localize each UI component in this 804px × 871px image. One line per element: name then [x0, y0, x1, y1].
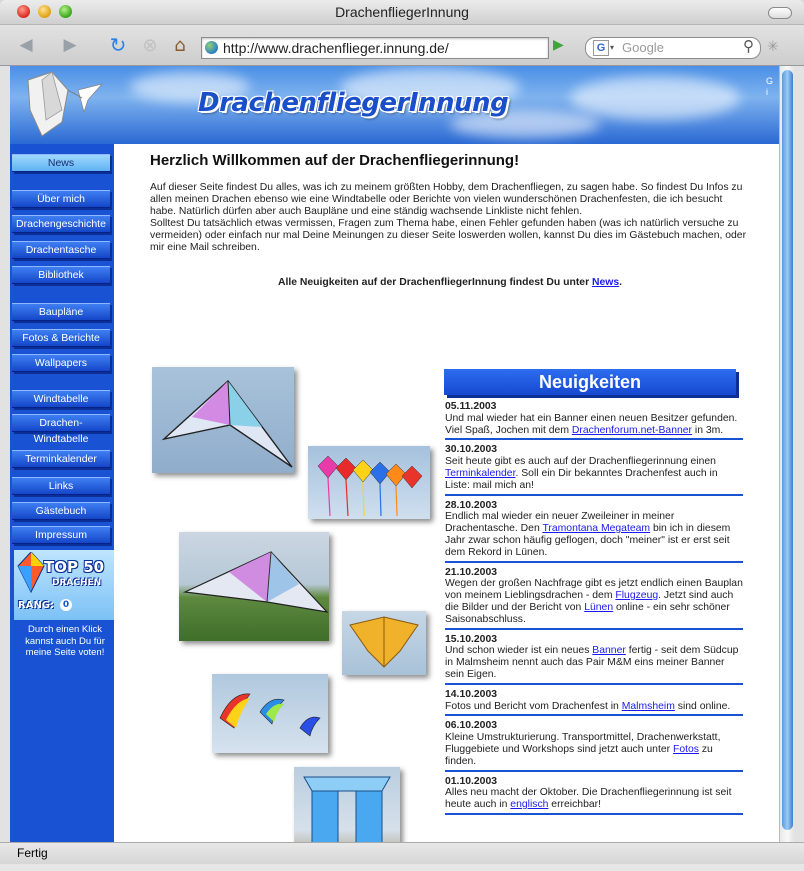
url-text: http://www.drachenflieger.innung.de/: [223, 40, 449, 56]
nav-bibliothek[interactable]: Bibliothek: [12, 266, 110, 284]
nav-drachengeschichte[interactable]: Drachengeschichte: [12, 215, 110, 233]
news-date: 21.10.2003: [445, 566, 498, 578]
photo-yellow-delta-kite[interactable]: [342, 611, 426, 675]
news-item: [445, 567, 743, 630]
news-list: [445, 401, 743, 819]
news-text: Und schon wieder ist ein neues: [445, 645, 593, 657]
window-title: DrachenfliegerInnung: [335, 4, 469, 20]
stop-icon: ⊗: [142, 34, 158, 56]
news-item: [445, 634, 743, 685]
news-text: . Jetzt sind auch die Bilder und der Bericht von: [445, 590, 734, 613]
vote-text: Durch einen Klick kannst auch Du für meine Seite voten!: [25, 624, 105, 658]
news-text: Fotos und Bericht vom Drachenfest in: [445, 700, 622, 712]
banner-kite-icon: [16, 552, 46, 598]
header-corner-text: [766, 76, 773, 98]
loading-spinner-icon: ✳: [767, 39, 779, 55]
news-date: 14.10.2003: [445, 688, 498, 700]
news-link[interactable]: Malmsheim: [621, 700, 675, 712]
status-bar: [0, 842, 804, 864]
news-text: Und mal wieder hat ein Banner einen neuen Besitzer gefunden. Viel Spaß, Jochen mit dem: [445, 412, 738, 436]
nav-bauplaene[interactable]: Baupläne: [12, 303, 110, 321]
news-link[interactable]: Lünen: [584, 601, 614, 613]
nav-gaestebuch[interactable]: Gästebuch: [12, 502, 110, 520]
news-item: [445, 444, 743, 495]
news-text: . Soll ein Dir bekanntes Drachenfest auch in Liste: mail mich an!: [445, 467, 718, 491]
home-button[interactable]: [168, 34, 192, 56]
top50-vote-banner[interactable]: [14, 550, 114, 620]
news-date: 05.11.2003: [445, 401, 497, 412]
news-link[interactable]: Terminkalender: [445, 467, 516, 479]
address-bar[interactable]: [201, 37, 549, 59]
news-text: bin ich in diesem Jahr zwar schon häufig geflogen, doch "meiner" ist er erst seit dem Rekord in Lünen.: [445, 523, 731, 558]
news-text: erreichbar!: [548, 799, 601, 811]
title-bar: [0, 0, 804, 25]
news-link[interactable]: Flugzeug: [615, 590, 659, 602]
site-logo-text[interactable]: DrachenfliegerInnung: [198, 88, 509, 118]
search-engine-dropdown-icon[interactable]: ▾: [610, 43, 615, 52]
search-engine-icon[interactable]: G: [593, 40, 609, 56]
photo-kite-field[interactable]: [179, 532, 329, 641]
photo-foil-kites[interactable]: [212, 674, 328, 753]
photo-stunt-kite-sky[interactable]: [152, 367, 294, 473]
news-date: 15.10.2003: [445, 633, 498, 645]
search-placeholder: Google: [622, 40, 664, 55]
news-item: [445, 401, 743, 440]
site-globe-icon: [205, 41, 218, 54]
stop-button[interactable]: [138, 34, 162, 56]
window-right-edge: [794, 66, 804, 842]
news-date: 06.10.2003: [445, 720, 498, 732]
back-button[interactable]: [14, 34, 38, 56]
news-hint-text: Alle Neuigkeiten auf der DrachenfliegerInnung findest Du unter: [277, 277, 593, 288]
nav-drachen-windtabelle[interactable]: Drachen-Windtabelle: [12, 414, 110, 432]
reload-button[interactable]: [106, 34, 130, 56]
main-content: [114, 144, 779, 842]
nav-wallpapers[interactable]: Wallpapers: [12, 354, 110, 372]
news-text: Alles neu macht der Oktober. Die Drachenfliegerinnung ist seit heute auch in: [445, 787, 732, 811]
reload-icon: ↻: [109, 33, 127, 57]
page-viewport: [10, 66, 779, 842]
top50-title: TOP 50: [44, 558, 105, 576]
nav-impressum[interactable]: Impressum: [12, 526, 110, 544]
page-title: Herzlich Willkommen auf der Drachenfliegerinnung!: [150, 152, 520, 169]
news-text: sind online.: [674, 700, 731, 712]
forward-button[interactable]: [58, 34, 82, 56]
nav-links[interactable]: Links: [12, 477, 110, 495]
news-text: fertig - seit dem Südcup in Malmsheim nennt auch das Pair M&M eins meiner Banner sein Eigen.: [445, 645, 739, 680]
nav-terminkalender[interactable]: Terminkalender: [12, 450, 110, 468]
news-text: Seit heute gibt es auch auf der Drachenfliegerinnung einen: [445, 456, 716, 468]
intro-text: [150, 182, 750, 255]
nav-windtabelle[interactable]: Windtabelle: [12, 390, 110, 408]
intro-paragraph-1: Auf dieser Seite findest Du alles, was ich zu meinem größten Hobby, dem Drachenfliegen, zu sagen habe. So findest Du Infos zu allen meinen Drachen ebenso wie eine Windtabelle oder Berichte von vielen wunderschönen Drachenfesten, die ich besucht habe. Natürlich dürfen aber auch Baupläne und eine ständig wachsende Linkliste nicht fehlen.: [150, 182, 743, 218]
news-hint-suffix: .: [619, 277, 623, 288]
back-arrow-icon: ◀: [19, 35, 33, 55]
news-link[interactable]: englisch: [510, 799, 549, 811]
news-date: 28.10.2003: [445, 499, 498, 511]
nav-news[interactable]: News: [12, 154, 110, 172]
news-link[interactable]: Fotos: [672, 743, 699, 755]
home-icon: ⌂: [174, 34, 186, 56]
header-corner-line-1: G: [766, 76, 774, 86]
photo-colored-kite-train[interactable]: [308, 446, 430, 519]
photo-cellular-kite[interactable]: [294, 767, 400, 842]
scrollbar-thumb[interactable]: [782, 70, 793, 830]
news-link[interactable]: Drachenforum.net-Banner: [571, 424, 693, 436]
nav-ueber-mich[interactable]: Über mich: [12, 190, 110, 208]
news-link[interactable]: Banner: [592, 645, 626, 657]
navigation-toolbar: [0, 25, 804, 66]
news-hint-link[interactable]: News: [592, 277, 620, 288]
news-text: in 3m.: [692, 424, 724, 436]
news-heading: Neuigkeiten: [444, 369, 736, 395]
top50-rank-label: RANG:: [18, 600, 55, 611]
header-cloud: [570, 76, 740, 120]
top50-rank-value: 0: [60, 599, 72, 611]
magnifier-icon[interactable]: ⚲: [743, 38, 754, 55]
news-text: zu finden.: [445, 743, 713, 767]
intro-paragraph-2: Solltest Du tatsächlich etwas vermissen, Fragen zum Thema habe, einen Fehler gefunden haben (was ich natürlich versuche zu vermeiden) oder einfach nur mal Deine Meinungen zu dieser Seite loswerden wollen, kannst Du dies im Gästebuch machen, oder mir eine Mail schreiben.: [150, 218, 747, 254]
news-item: [445, 689, 743, 717]
news-item: [445, 776, 743, 815]
window-left-edge: [0, 66, 10, 842]
news-date: 30.10.2003: [445, 444, 498, 456]
site-header: [10, 66, 779, 144]
news-date: 01.10.2003: [445, 775, 498, 787]
vertical-scrollbar[interactable]: [779, 66, 795, 842]
nav-fotos-berichte[interactable]: Fotos & Berichte: [12, 329, 110, 347]
sidebar-nav: [10, 144, 114, 842]
search-field[interactable]: [585, 37, 761, 59]
news-text: Kleine Umstrukturierung. Transportmittel, Drachenwerkstatt, Fluggebiete und Workshops sind jetzt auch unter: [445, 732, 721, 755]
status-text: Fertig: [17, 846, 48, 860]
go-button[interactable]: [553, 37, 564, 53]
news-text: Wegen der großen Nachfrage gibt es jetzt endlich einen Bauplan von meinem Lieblingsdrachen - dem: [445, 578, 743, 602]
header-corner-line-2: i: [766, 87, 768, 97]
news-hint: [150, 277, 750, 288]
toolbar-toggle-button[interactable]: [768, 7, 792, 19]
news-item: [445, 500, 743, 563]
forward-arrow-icon: ▶: [63, 35, 77, 55]
nav-drachentasche[interactable]: Drachentasche: [12, 241, 110, 259]
news-link[interactable]: Tramontana Megateam: [542, 523, 651, 535]
kite-logo-icon: [22, 70, 106, 142]
top50-subtitle: DRACHEN: [52, 578, 102, 588]
news-text: Endlich mal wieder ein neuer Zweileiner in meiner Drachentasche. Den: [445, 511, 675, 535]
news-item: [445, 720, 743, 771]
go-arrow-icon: ▶: [553, 37, 564, 53]
news-text: online - ein sehr schöner Saisonabschluss.: [445, 601, 730, 625]
